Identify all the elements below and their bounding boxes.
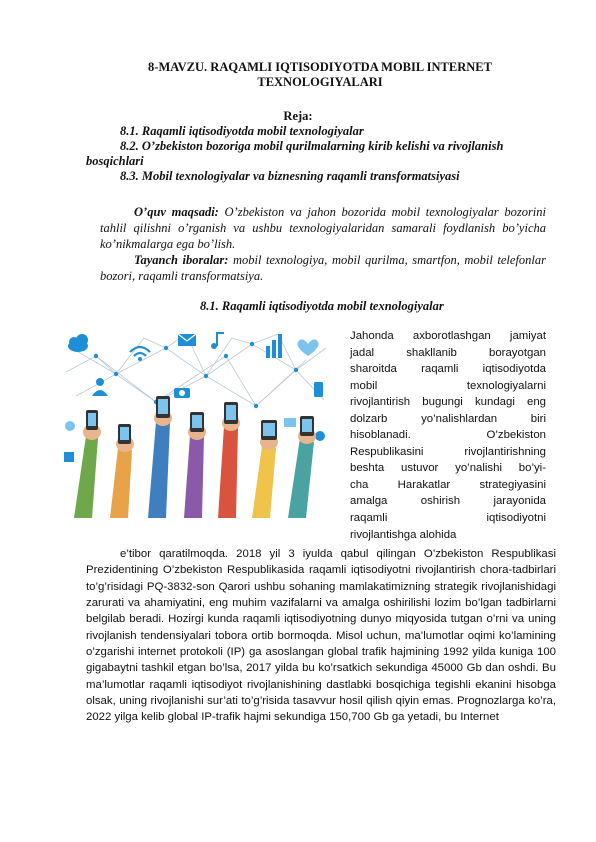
arm-7: [288, 438, 314, 518]
learning-goal-label: O’quv maqsadi:: [134, 205, 219, 219]
side-line: jadal shakllanib borayotgan: [350, 346, 546, 359]
arm-5: [218, 426, 238, 518]
side-line: raqamli iqtisodiyotni: [350, 512, 546, 525]
arm-6: [252, 446, 276, 518]
side-line: rivojlantishga alohida: [350, 528, 457, 541]
plan-item-3: 8.3. Mobil texnologiyalar va biznesning raqamli transformatsiyasi: [120, 169, 460, 183]
phone-icon: [314, 382, 323, 397]
plan-heading: Reja:: [283, 109, 313, 123]
arm-1: [74, 436, 98, 518]
side-line: amalga oshirish jarayonida: [350, 495, 546, 508]
learning-goal-paragraph: [100, 204, 546, 252]
cloud-icon: [68, 334, 88, 352]
page-title: 8-MAVZU. RAQAMLI IQTISODIYOTDA MOBIL INTERNET TEXNOLOGIYALARI: [148, 60, 492, 89]
keywords-label: Tayanch iboralar:: [134, 253, 229, 267]
side-line: cha Harakatlar strategiyasini: [350, 478, 546, 491]
side-line: Jahonda axborotlashgan jamiyat: [350, 330, 546, 342]
side-line: beshta ustuvor yo’nalishi bo’yi-: [350, 462, 546, 475]
side-line: mobil texnologiyalarni: [350, 379, 546, 392]
person-icon: [92, 378, 108, 396]
hands-with-devices: [74, 396, 316, 518]
arm-2: [110, 448, 132, 518]
mobile-technology-illustration: [56, 326, 334, 518]
side-column-text: [350, 328, 546, 543]
side-line: dolzarb yo’nalishlardan biri: [350, 412, 546, 425]
plan-item-2: 8.2. O’zbekiston bozoriga mobil qurilmalarning kirib kelishi va rivojlanish bosqichlari: [86, 139, 504, 168]
plan-item-1: 8.1. Raqamli iqtisodiyotda mobil texnologiyalar: [120, 124, 364, 138]
side-line: Respublikasini rivojlantirishning: [350, 445, 546, 458]
arm-4: [184, 436, 204, 518]
music-icon: [211, 332, 224, 349]
arm-3: [148, 422, 170, 518]
side-line: sharoitda raqamli iqtisodiyotda: [350, 363, 546, 376]
body-paragraph: e’tibor qaratilmoqda. 2018 yil 3 iyulda qabul qilingan O’zbekiston Respublikasi Prezidentining O’zbekiston Respublikasida raqamli iqtisodiyotni rivojlantirish chora-tadbirlari to’g’risidagi PQ-3832-son Qarori ushbu sohaning mamlakatimizning strategik rivojlanishidagi zarurati va ahamiyatini, eng muhim vazifalarni va amalga oshirilishi lozim bo’lgan tadbirlarni belgilab beradi. Hozirgi kunda raqamli iqtisodiyotning dunyo miqyosida tutgan o’rni va uning rivojlanish tendensiyalari tobora ortib bormoqda. Misol uchun, ma’lumotlar oqimi ko’lamining o’zgarishi internet protokoli (IP) ga asoslangan global trafik hajmining 1992 yilda kuniga 100 gigabaytni tashkil etgan bo’lsa, 2017 yilda bu ko’rsatkich sekundiga 45000 Gb dan oshdi. Bu ma’lumotlar raqamli iqtisodiyot rivojlanishining dastlabki bosqichiga tegishli ekanini hisobga olsak, uning rivojlanishi sur’ati to’g’risida tasavvur hosil qilish qiyin emas. Prognozlarga ko’ra, 2022 yilga kelib global IP-trafik hajmi sekundiga 150,700 Gb ga yetadi, bu Internet: [86, 548, 556, 724]
keywords-text: mobil texnologiya, mobil qurilma, smartfon, mobil telefonlar bozori, raqamli transformatsiya.: [100, 253, 547, 283]
side-line: hisoblanadi. O’zbekiston: [350, 429, 546, 442]
section-heading: 8.1. Raqamli iqtisodiyotda mobil texnologiyalar: [200, 299, 444, 313]
side-line: rivojlantirish bugungi kundagi eng: [350, 396, 546, 409]
camera-icon: [174, 388, 190, 398]
keywords-paragraph: [100, 252, 546, 284]
mail-icon: [178, 334, 196, 346]
wifi-dot: [138, 357, 142, 361]
learning-goal-text: O’zbekiston va jahon bozorida mobil texnologiyalar bozorini tahlil qilishni o’rganish va ushbu texnologiyalaridan samarali foydlanish bo’yicha ko’nikmalarga ega bo’lish.: [100, 205, 547, 251]
heart-icon: [297, 339, 318, 356]
